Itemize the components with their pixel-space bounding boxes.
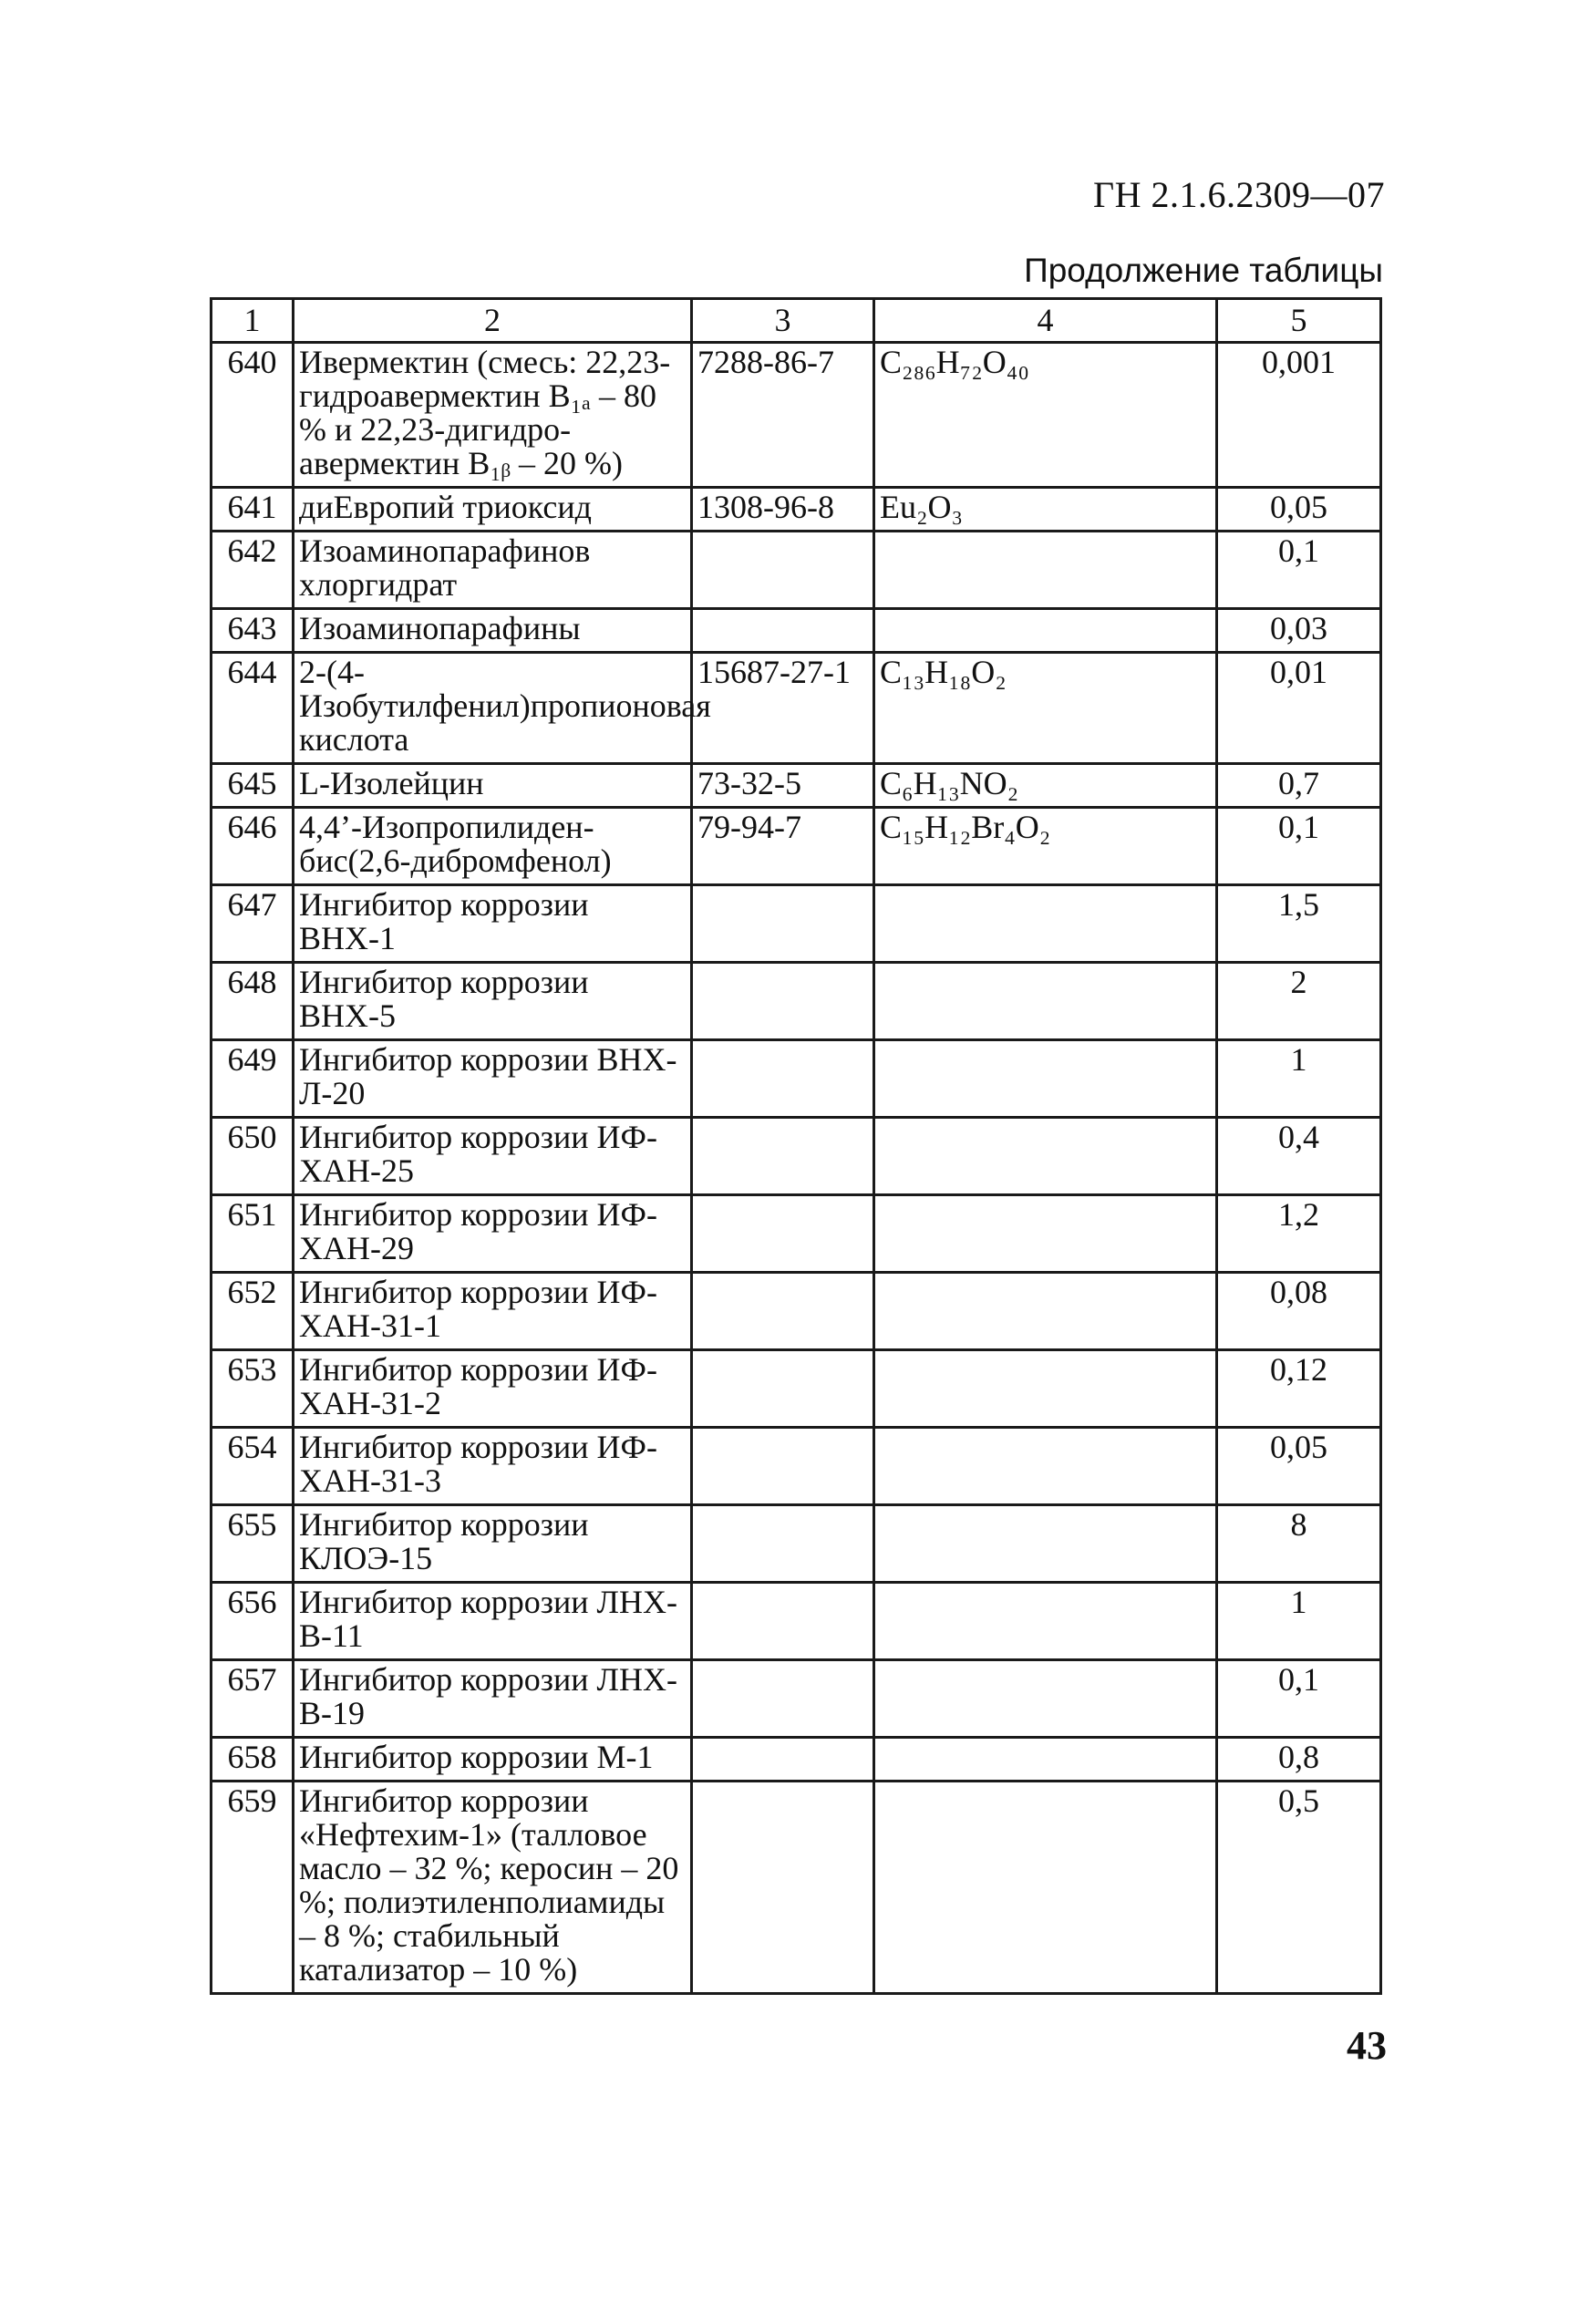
- table-row: [212, 653, 1381, 764]
- substance-name: Ингибитор коррозии ИФ-ХАН-25: [294, 1118, 692, 1195]
- concentration-value: 0,12: [1217, 1350, 1381, 1428]
- cas-number: [692, 885, 874, 963]
- substance-name: Ингибитор коррозии ВНХ-1: [294, 885, 692, 963]
- row-number: 652: [212, 1273, 294, 1350]
- chemical-formula: Eu₂O₃: [874, 488, 1217, 532]
- substance-name: Ингибитор коррозии ЛНХ-В-19: [294, 1660, 692, 1738]
- cas-number: [692, 1428, 874, 1505]
- row-number: 659: [212, 1782, 294, 1994]
- column-header: 5: [1217, 299, 1381, 343]
- cas-number: [692, 1273, 874, 1350]
- concentration-value: 1: [1217, 1583, 1381, 1660]
- table-row: [212, 1350, 1381, 1428]
- table-header: [212, 299, 1381, 343]
- concentration-value: 0,08: [1217, 1273, 1381, 1350]
- substance-name: Ингибитор коррозии ИФ-ХАН-31-2: [294, 1350, 692, 1428]
- cas-number: [692, 1195, 874, 1273]
- document-code: ГН 2.1.6.2309—07: [1092, 174, 1385, 215]
- table-row: [212, 1583, 1381, 1660]
- substance-name: Ингибитор коррозии М-1: [294, 1738, 692, 1782]
- substance-name: Ингибитор коррозии ВНХ-5: [294, 963, 692, 1040]
- chemical-formula: [874, 1195, 1217, 1273]
- substance-name: 2-(4-Изобутилфенил)пропионовая кислота: [294, 653, 692, 764]
- substance-name: 4,4’-Изопропилиден-бис(2,6-дибромфенол): [294, 808, 692, 885]
- table-body: [212, 343, 1381, 1994]
- table-row: [212, 609, 1381, 653]
- concentration-value: 1,5: [1217, 885, 1381, 963]
- concentration-value: 0,1: [1217, 532, 1381, 609]
- column-header: 2: [294, 299, 692, 343]
- chemical-formula: [874, 1040, 1217, 1118]
- table-row: [212, 532, 1381, 609]
- substance-name: Ингибитор коррозии КЛОЭ-15: [294, 1505, 692, 1583]
- concentration-value: 1,2: [1217, 1195, 1381, 1273]
- concentration-value: 0,01: [1217, 653, 1381, 764]
- chemical-formula: [874, 1428, 1217, 1505]
- row-number: 644: [212, 653, 294, 764]
- row-number: 655: [212, 1505, 294, 1583]
- row-number: 649: [212, 1040, 294, 1118]
- chemical-formula: [874, 1738, 1217, 1782]
- table-row: [212, 963, 1381, 1040]
- row-number: 650: [212, 1118, 294, 1195]
- concentration-value: 1: [1217, 1040, 1381, 1118]
- cas-number: [692, 1118, 874, 1195]
- substance-name: Ивермектин (смесь: 22,23-гидроавермектин B₁ₐ – 80 % и 22,23-дигидро-авермектин B₁ᵦ – 20 %): [294, 343, 692, 488]
- substance-name: диЕвропий триоксид: [294, 488, 692, 532]
- row-number: 647: [212, 885, 294, 963]
- substances-table: [210, 297, 1382, 1995]
- chemical-formula: [874, 532, 1217, 609]
- concentration-value: 0,5: [1217, 1782, 1381, 1994]
- row-number: 657: [212, 1660, 294, 1738]
- chemical-formula: C₆H₁₃NO₂: [874, 764, 1217, 808]
- table-row: [212, 885, 1381, 963]
- cas-number: [692, 1738, 874, 1782]
- chemical-formula: [874, 885, 1217, 963]
- table-row: [212, 1660, 1381, 1738]
- cas-number: 7288-86-7: [692, 343, 874, 488]
- chemical-formula: C₁₃H₁₈O₂: [874, 653, 1217, 764]
- chemical-formula: C₂₈₆H₇₂O₄₀: [874, 343, 1217, 488]
- table-row: [212, 1428, 1381, 1505]
- cas-number: [692, 1782, 874, 1994]
- row-number: 641: [212, 488, 294, 532]
- substance-name: Изоаминопарафинов хлоргидрат: [294, 532, 692, 609]
- concentration-value: 2: [1217, 963, 1381, 1040]
- chemical-formula: [874, 1782, 1217, 1994]
- table-row: [212, 343, 1381, 488]
- table-continuation-label: Продолжение таблицы: [1024, 252, 1383, 289]
- concentration-value: 0,001: [1217, 343, 1381, 488]
- concentration-value: 0,7: [1217, 764, 1381, 808]
- table-row: [212, 1273, 1381, 1350]
- concentration-value: 0,1: [1217, 1660, 1381, 1738]
- cas-number: [692, 1350, 874, 1428]
- row-number: 658: [212, 1738, 294, 1782]
- concentration-value: 0,05: [1217, 488, 1381, 532]
- row-number: 640: [212, 343, 294, 488]
- header-row: [212, 299, 1381, 343]
- cas-number: [692, 1660, 874, 1738]
- row-number: 651: [212, 1195, 294, 1273]
- row-number: 646: [212, 808, 294, 885]
- cas-number: 1308-96-8: [692, 488, 874, 532]
- chemical-formula: C₁₅H₁₂Br₄O₂: [874, 808, 1217, 885]
- chemical-formula: [874, 963, 1217, 1040]
- cas-number: [692, 963, 874, 1040]
- concentration-value: 0,03: [1217, 609, 1381, 653]
- substance-name: Изоаминопарафины: [294, 609, 692, 653]
- substance-name: Ингибитор коррозии ИФ-ХАН-31-1: [294, 1273, 692, 1350]
- concentration-value: 0,4: [1217, 1118, 1381, 1195]
- cas-number: [692, 1505, 874, 1583]
- chemical-formula: [874, 609, 1217, 653]
- substance-name: Ингибитор коррозии ВНХ-Л-20: [294, 1040, 692, 1118]
- row-number: 654: [212, 1428, 294, 1505]
- row-number: 656: [212, 1583, 294, 1660]
- column-header: 1: [212, 299, 294, 343]
- column-header: 3: [692, 299, 874, 343]
- substance-name: Ингибитор коррозии ЛНХ-В-11: [294, 1583, 692, 1660]
- column-header: 4: [874, 299, 1217, 343]
- concentration-value: 0,1: [1217, 808, 1381, 885]
- cas-number: 73-32-5: [692, 764, 874, 808]
- substance-name: L-Изолейцин: [294, 764, 692, 808]
- row-number: 653: [212, 1350, 294, 1428]
- row-number: 642: [212, 532, 294, 609]
- chemical-formula: [874, 1583, 1217, 1660]
- cas-number: 79-94-7: [692, 808, 874, 885]
- concentration-value: 0,05: [1217, 1428, 1381, 1505]
- table-row: [212, 1505, 1381, 1583]
- substance-name: Ингибитор коррозии ИФ-ХАН-31-3: [294, 1428, 692, 1505]
- table-row: [212, 1782, 1381, 1994]
- cas-number: [692, 1583, 874, 1660]
- table-row: [212, 1195, 1381, 1273]
- cas-number: [692, 1040, 874, 1118]
- table-row: [212, 808, 1381, 885]
- row-number: 645: [212, 764, 294, 808]
- cas-number: [692, 609, 874, 653]
- chemical-formula: [874, 1273, 1217, 1350]
- table-row: [212, 488, 1381, 532]
- row-number: 643: [212, 609, 294, 653]
- table-row: [212, 1040, 1381, 1118]
- cas-number: 15687-27-1: [692, 653, 874, 764]
- concentration-value: 0,8: [1217, 1738, 1381, 1782]
- table-row: [212, 1738, 1381, 1782]
- cas-number: [692, 532, 874, 609]
- chemical-formula: [874, 1505, 1217, 1583]
- page-number: 43: [1347, 2023, 1387, 2068]
- chemical-formula: [874, 1350, 1217, 1428]
- substance-name: Ингибитор коррозии ИФ-ХАН-29: [294, 1195, 692, 1273]
- table-row: [212, 764, 1381, 808]
- chemical-formula: [874, 1118, 1217, 1195]
- chemical-formula: [874, 1660, 1217, 1738]
- concentration-value: 8: [1217, 1505, 1381, 1583]
- substance-name: Ингибитор коррозии «Нефтехим-1» (талловое масло – 32 %; керосин – 20 %; полиэтиленполиамиды – 8 %; стабильный катализатор – 10 %): [294, 1782, 692, 1994]
- table-row: [212, 1118, 1381, 1195]
- row-number: 648: [212, 963, 294, 1040]
